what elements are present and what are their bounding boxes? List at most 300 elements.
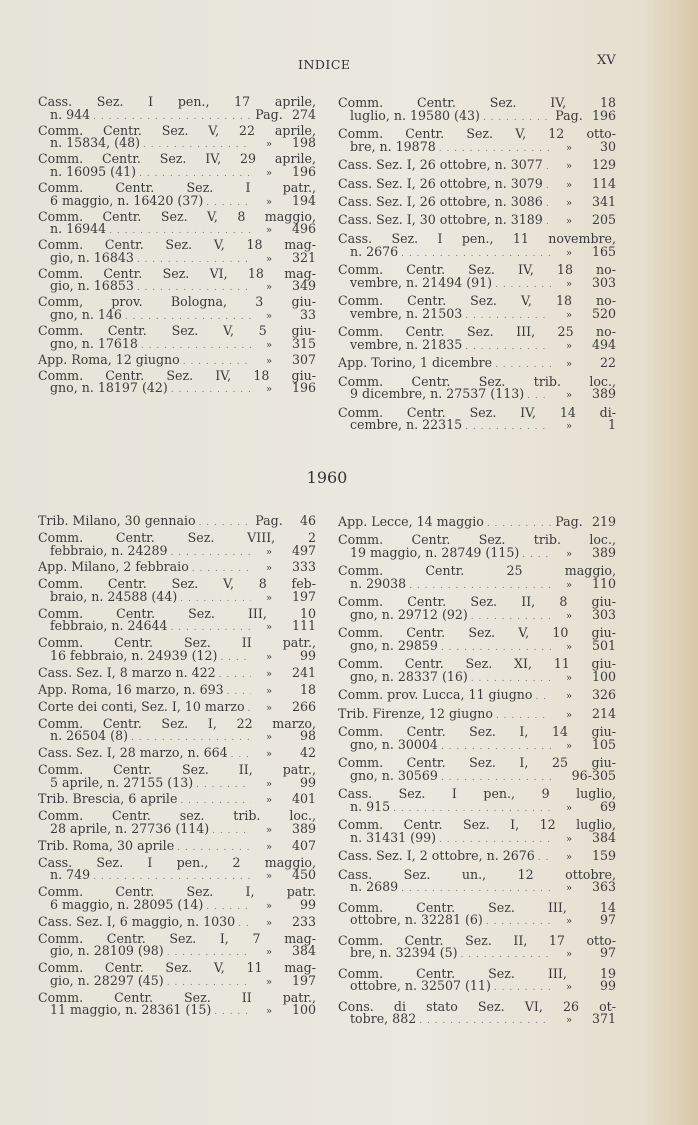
dot-leader <box>439 830 551 848</box>
entry-last-line <box>338 194 616 212</box>
dot-leader <box>139 165 251 181</box>
page-prefix: » <box>265 355 273 367</box>
page-prefix: » <box>565 883 573 895</box>
page-reference: 105 <box>591 736 616 752</box>
dot-leader <box>494 978 551 996</box>
dot-leader <box>441 768 551 786</box>
entry-text-line: vembre, n. 21503 <box>350 305 463 321</box>
entry-last-line <box>38 136 316 152</box>
entry-text-line: gno, n. 17618 <box>50 335 138 351</box>
page-prefix: » <box>565 949 573 961</box>
entry-last-line <box>338 978 616 996</box>
entry-text-line: Comm. Centr. Sez. II, 17 otto- <box>338 932 616 948</box>
page-prefix: » <box>265 311 273 323</box>
page-prefix: » <box>265 702 273 714</box>
entry-text-line: Comm. Centr. Sez. V, 11 mag- <box>38 960 316 976</box>
entry-text-line: gno, n. 29712 (92) <box>350 607 468 622</box>
dot-leader <box>487 514 551 532</box>
index-entry <box>338 563 616 594</box>
page-reference: 69 <box>599 798 616 814</box>
entry-text-line: ottobre, n. 32507 (11) <box>350 978 491 994</box>
dot-leader <box>546 194 551 212</box>
page-reference: 401 <box>291 791 316 807</box>
entry-last-line <box>38 560 316 577</box>
entry-text-line: gno, n. 29859 <box>350 638 438 653</box>
page-reference: 349 <box>291 278 316 294</box>
entry-text-line: 16 febbraio, n. 24939 (12) <box>50 647 218 663</box>
dot-leader <box>483 108 551 126</box>
index-entry <box>38 210 316 239</box>
entry-last-line <box>338 830 616 848</box>
page-prefix: » <box>265 167 273 179</box>
page-prefix: » <box>565 216 573 228</box>
page-reference: 384 <box>291 943 316 959</box>
dot-leader <box>227 683 251 700</box>
entry-text-line: febbraio, n. 24289 <box>50 542 168 558</box>
dot-leader <box>439 139 551 157</box>
entry-last-line <box>38 222 316 238</box>
entry-text-line: n. 2689 <box>350 879 399 895</box>
entry-text-line: App. Lecce, 14 maggio <box>338 514 484 529</box>
entry-text-line: tobre, 882 <box>350 1011 417 1027</box>
index-entry <box>338 324 616 355</box>
entry-text-line: App. Milano, 2 febbraio <box>38 559 189 575</box>
entry-text-line: Comm. Centr. Sez. IV, 18 giu- <box>38 367 316 383</box>
entry-text-line: Comm. Centr. Sez. V, 5 giu- <box>38 323 316 339</box>
index-entry <box>38 717 316 747</box>
page-reference: 205 <box>591 212 616 228</box>
page-reference: 520 <box>591 305 616 321</box>
page-reference: 333 <box>291 559 316 575</box>
entry-last-line <box>38 108 316 124</box>
page-reference: 30 <box>599 138 616 154</box>
entry-text-line: Comm. Centr. Sez. I, 22 marzo, <box>38 715 316 731</box>
dot-leader <box>171 381 251 397</box>
entry-text-line: Comm. Centr. Sez. V, 8 feb- <box>38 576 316 592</box>
page-prefix: » <box>565 802 573 814</box>
entry-last-line <box>338 139 616 157</box>
dot-leader <box>441 737 551 755</box>
entry-last-line <box>38 619 316 636</box>
index-entry <box>38 885 316 915</box>
dot-leader <box>546 212 551 230</box>
entry-text-line: Comm. Centr. Sez. II, patr., <box>38 761 316 777</box>
entry-text-line: Comm. prov. Lucca, 11 giugno <box>338 687 533 703</box>
entry-last-line <box>338 545 616 563</box>
entry-text-line: n. 26504 (8) <box>50 728 129 744</box>
page-prefix: » <box>265 546 273 558</box>
dot-leader <box>192 560 251 577</box>
entry-text-line: Cass. Sez. I pen., 2 maggio, <box>38 854 316 870</box>
page-reference: 214 <box>591 705 616 721</box>
index-entry <box>38 267 316 296</box>
index-column-top-right <box>338 95 616 436</box>
entry-text-line: Cass. Sez. un., 12 ottobre, <box>338 866 616 882</box>
index-entry <box>38 295 316 324</box>
entry-text-line: Comm. Centr. Sez. IV, 18 <box>338 95 616 110</box>
entry-last-line <box>38 279 316 295</box>
dot-leader <box>409 576 551 594</box>
page-prefix: Pag. <box>255 106 283 122</box>
page-prefix: » <box>565 982 573 994</box>
page-reference: 196 <box>591 107 616 123</box>
dot-leader <box>196 776 251 793</box>
index-entry <box>38 181 316 210</box>
page-prefix: » <box>565 611 573 622</box>
entry-last-line <box>38 194 316 210</box>
entry-last-line <box>38 898 316 915</box>
entry-text-line: Cass. Sez. I, 30 ottobre, n. 3189 <box>338 212 543 228</box>
entry-text-line: Cass. Sez. I, 26 ottobre, n. 3086 <box>338 194 543 209</box>
entry-text-line: Cass. Sez. I, 2 ottobre, n. 2676 <box>338 848 535 864</box>
page-prefix: » <box>265 749 273 761</box>
index-entry <box>338 900 616 931</box>
entry-last-line <box>338 244 616 262</box>
index-entry <box>338 724 616 755</box>
page-reference: 497 <box>291 542 316 558</box>
page-reference: 371 <box>591 1011 616 1027</box>
entry-last-line <box>38 353 316 369</box>
page-prefix: » <box>265 732 273 744</box>
index-entry <box>338 176 616 194</box>
dot-leader <box>125 308 251 324</box>
dot-leader <box>465 306 551 324</box>
entry-last-line <box>338 879 616 897</box>
entry-text-line: Comm. Centr. Sez. XI, 11 giu- <box>338 656 616 672</box>
dot-leader <box>167 974 251 991</box>
dot-leader <box>461 945 551 963</box>
page-reference: 266 <box>291 698 316 714</box>
index-entry <box>338 999 616 1030</box>
dot-leader <box>248 700 251 717</box>
dot-leader <box>220 649 251 666</box>
entry-text-line: n. 29038 <box>350 576 407 591</box>
index-entry <box>38 961 316 991</box>
page-prefix: » <box>265 196 273 208</box>
dot-leader <box>206 898 251 915</box>
entry-last-line <box>338 638 616 656</box>
page-prefix: » <box>565 198 573 209</box>
entry-text-line: bre, n. 19878 <box>350 138 436 154</box>
page-reference: 129 <box>591 157 616 173</box>
page-reference: 341 <box>591 194 616 209</box>
page-prefix: » <box>565 421 573 433</box>
index-entry <box>38 531 316 561</box>
page-prefix: » <box>265 795 273 807</box>
entry-last-line <box>38 251 316 267</box>
entry-text-line: Comm. Centr. Sez. V, 22 aprile, <box>38 122 316 138</box>
entry-last-line <box>38 700 316 717</box>
page-prefix: Pag. <box>255 513 283 528</box>
dot-leader <box>527 386 551 404</box>
entry-last-line <box>338 1011 616 1029</box>
entry-text-line: 6 maggio, n. 28095 (14) <box>50 896 204 912</box>
page-reference: 321 <box>291 249 316 265</box>
page-reference: 241 <box>291 664 316 680</box>
entry-last-line <box>338 687 616 705</box>
index-entry <box>38 607 316 637</box>
dot-leader <box>471 607 551 625</box>
entry-last-line <box>38 822 316 839</box>
entry-last-line <box>338 669 616 687</box>
entry-last-line <box>38 544 316 561</box>
dot-leader <box>231 746 251 763</box>
page-prefix: » <box>265 282 273 294</box>
entry-text-line: Trib. Brescia, 6 aprile <box>38 791 178 807</box>
entry-last-line <box>338 514 616 532</box>
page-reference: 233 <box>291 913 316 929</box>
index-entry <box>38 683 316 700</box>
page-reference: 198 <box>291 135 316 151</box>
page-prefix: » <box>265 1006 273 1018</box>
index-entry <box>338 126 616 157</box>
index-entry <box>338 532 616 563</box>
page-prefix: » <box>565 247 573 259</box>
page-prefix: » <box>565 673 573 684</box>
page-prefix: » <box>565 549 573 560</box>
page-prefix: » <box>265 900 273 912</box>
page-reference: 1 <box>607 417 616 433</box>
page-reference: 326 <box>591 687 616 703</box>
page-reference: 219 <box>591 514 616 529</box>
entry-text-line: febbraio, n. 24644 <box>50 618 168 634</box>
dot-leader <box>109 222 251 238</box>
page-prefix: » <box>265 841 273 853</box>
index-entry <box>38 666 316 683</box>
page-prefix: » <box>265 778 273 790</box>
page-reference: 159 <box>591 848 616 864</box>
page-reference: 111 <box>291 618 316 634</box>
entry-last-line <box>38 683 316 700</box>
page-reference: 450 <box>291 867 316 883</box>
entry-text-line: Comm. Centr. Sez. V, 18 no- <box>338 293 616 308</box>
page-prefix: » <box>265 917 273 929</box>
index-entry <box>338 817 616 848</box>
page-prefix: » <box>565 740 573 752</box>
dot-leader <box>471 669 551 687</box>
page-prefix: » <box>565 278 573 290</box>
index-entry <box>38 700 316 717</box>
page-reference: 303 <box>591 274 616 290</box>
dot-leader <box>206 194 251 210</box>
page-prefix: » <box>265 685 273 697</box>
entry-text-line: Comm. Centr. Sez. I, 25 giu- <box>338 755 616 771</box>
entry-last-line <box>338 306 616 324</box>
entry-text-line: ottobre, n. 32281 (6) <box>350 912 483 928</box>
page-prefix: » <box>265 563 273 575</box>
entry-text-line: Cass. Sez. I, 28 marzo, n. 664 <box>38 745 228 761</box>
dot-leader <box>465 417 551 435</box>
entry-text-line: 9 dicembre, n. 27537 (113) <box>350 386 525 402</box>
dot-leader <box>496 706 551 724</box>
page-prefix: » <box>565 709 573 721</box>
entry-last-line <box>338 607 616 625</box>
dot-leader <box>137 279 251 295</box>
entry-text-line: Comm. Centr. sez. trib. loc., <box>38 808 316 824</box>
dot-leader <box>93 108 251 124</box>
index-entry <box>338 933 616 964</box>
dot-leader <box>214 1003 251 1020</box>
index-entry <box>338 157 616 175</box>
index-entry <box>338 405 616 436</box>
index-entry <box>38 238 316 267</box>
entry-text-line: Comm. Centr. Sez. I, 12 luglio, <box>338 817 616 833</box>
entry-text-line: n. 749 <box>50 867 91 883</box>
entry-last-line <box>38 974 316 991</box>
dot-leader <box>131 729 251 746</box>
dot-leader <box>143 136 251 152</box>
page-prefix: » <box>265 976 273 988</box>
page-prefix: » <box>565 142 573 154</box>
entry-text-line: Trib. Roma, 30 aprile <box>38 837 175 853</box>
entry-last-line <box>38 514 316 531</box>
page-reference: 99 <box>299 774 316 790</box>
page-reference: 196 <box>291 163 316 179</box>
page-reference: 496 <box>291 221 316 237</box>
entry-text-line: Cass. Sez. I pen., 17 aprile, <box>38 94 316 109</box>
entry-last-line <box>338 737 616 755</box>
index-entry <box>338 212 616 230</box>
dot-leader <box>212 822 251 839</box>
page-prefix: » <box>265 339 273 351</box>
entry-text-line: cembre, n. 22315 <box>350 417 463 433</box>
page-prefix: » <box>565 390 573 402</box>
page-prefix: » <box>565 852 573 864</box>
index-entry <box>338 262 616 293</box>
page-reference: 97 <box>599 945 616 961</box>
entry-text-line: Cass. Sez. I, 26 ottobre, n. 3079 <box>338 175 543 191</box>
dot-leader <box>180 792 251 809</box>
dot-leader <box>535 687 551 705</box>
page-prefix: » <box>265 668 273 680</box>
page-reference: 315 <box>291 335 316 351</box>
entry-text-line: Comm. Centr. Sez. I, 7 mag- <box>38 930 316 946</box>
dot-leader <box>522 545 551 563</box>
page-reference: 98 <box>299 728 316 744</box>
entry-text-line: gno, n. 30569 <box>350 767 438 783</box>
entry-last-line <box>338 212 616 230</box>
entry-text-line: Comm. Centr. 25 maggio, <box>338 563 616 579</box>
page-prefix: » <box>265 622 273 634</box>
entry-last-line <box>38 381 316 397</box>
page-reference: 389 <box>291 820 316 836</box>
dot-leader <box>238 915 251 932</box>
entry-text-line: gno, n. 28337 (16) <box>350 669 468 684</box>
dot-leader <box>199 514 251 531</box>
entry-text-line: n. 16944 <box>50 221 107 237</box>
entry-text-line: Cass. Sez. I pen., 11 novembre, <box>338 230 616 246</box>
entry-text-line: bre, n. 32394 (5) <box>350 945 458 961</box>
index-entry <box>338 355 616 373</box>
page-prefix: » <box>265 824 273 836</box>
index-entry <box>338 514 616 532</box>
entry-text-line: n. 2676 <box>350 243 399 259</box>
entry-last-line <box>338 386 616 404</box>
entry-last-line <box>38 1003 316 1020</box>
entry-text-line: gno, n. 18197 (42) <box>50 380 168 396</box>
entry-text-line: gio, n. 28109 (98) <box>50 943 164 959</box>
entry-text-line: Cass. Sez. I, 6 maggio, n. 1030 <box>38 913 236 929</box>
entry-last-line <box>38 944 316 961</box>
page-prefix: » <box>265 384 273 396</box>
index-entry <box>38 353 316 369</box>
entry-text-line: Comm. Centr. Sez. II patr., <box>38 989 316 1005</box>
entry-text-line: App. Torino, 1 dicembre <box>338 355 493 371</box>
entry-text-line: Cass. Sez. I, 26 ottobre, n. 3077 <box>338 157 543 173</box>
dot-leader <box>183 353 251 369</box>
dot-leader <box>177 839 251 856</box>
entry-text-line: Cass. Sez. I pen., 9 luglio, <box>338 786 616 802</box>
page-reference: 18 <box>299 681 316 697</box>
index-entry <box>338 194 616 212</box>
index-entry <box>38 560 316 577</box>
entry-last-line <box>338 945 616 963</box>
index-entry <box>38 152 316 181</box>
page-prefix: » <box>565 916 573 928</box>
dot-leader <box>171 619 251 636</box>
entry-text-line: Trib. Milano, 30 gennaio <box>38 513 196 528</box>
index-entry <box>38 856 316 886</box>
entry-last-line <box>338 355 616 373</box>
entry-last-line <box>338 912 616 930</box>
page-prefix: » <box>565 359 573 371</box>
page-reference: 97 <box>599 912 616 928</box>
entry-last-line <box>38 746 316 763</box>
entry-text-line: gno, n. 146 <box>50 307 122 323</box>
index-entry <box>38 915 316 932</box>
entry-text-line: n. 944 <box>50 106 91 122</box>
entry-last-line <box>38 729 316 746</box>
index-entry <box>338 786 616 817</box>
page-prefix: » <box>565 340 573 352</box>
index-entry <box>38 746 316 763</box>
page-reference: 197 <box>291 972 316 988</box>
page-prefix: » <box>265 592 273 604</box>
entry-text-line: 28 aprile, n. 27736 (114) <box>50 820 210 836</box>
page-reference: 110 <box>591 576 616 591</box>
index-entry <box>338 966 616 997</box>
entry-last-line <box>38 915 316 932</box>
dot-leader <box>465 337 551 355</box>
entry-text-line: Comm. Centr. Sez. III, 19 <box>338 965 616 981</box>
page-reference: 99 <box>599 978 616 994</box>
page-reference: 114 <box>591 175 616 191</box>
dot-leader <box>486 912 551 930</box>
entry-last-line <box>338 799 616 817</box>
page-reference: 99 <box>299 896 316 912</box>
index-entry <box>38 514 316 531</box>
page-prefix: » <box>265 139 273 151</box>
page-reference: 303 <box>591 607 616 622</box>
entry-text-line: 5 aprile, n. 27155 (13) <box>50 774 194 790</box>
entry-text-line: Comm. Centr. Sez. IV, 29 aprile, <box>38 151 316 167</box>
entry-text-line: braio, n. 24588 (44) <box>50 588 178 604</box>
entry-text-line: Corte dei conti, Sez. I, 10 marzo <box>38 698 245 714</box>
page-reference: 384 <box>591 829 616 845</box>
index-entry <box>338 867 616 898</box>
entry-text-line: Trib. Firenze, 12 giugno <box>338 705 493 721</box>
index-entry <box>38 809 316 839</box>
page-prefix: Pag. <box>555 107 583 123</box>
entry-text-line: Comm. Centr. Sez. V, 8 maggio, <box>38 208 316 224</box>
entry-text-line: Comm. Centr. Sez. V, 10 giu- <box>338 625 616 641</box>
entry-last-line <box>38 337 316 353</box>
dot-leader <box>401 244 551 262</box>
index-column-top-left <box>38 95 316 397</box>
dot-leader <box>219 666 251 683</box>
index-entry <box>38 324 316 353</box>
page-prefix: » <box>265 871 273 883</box>
